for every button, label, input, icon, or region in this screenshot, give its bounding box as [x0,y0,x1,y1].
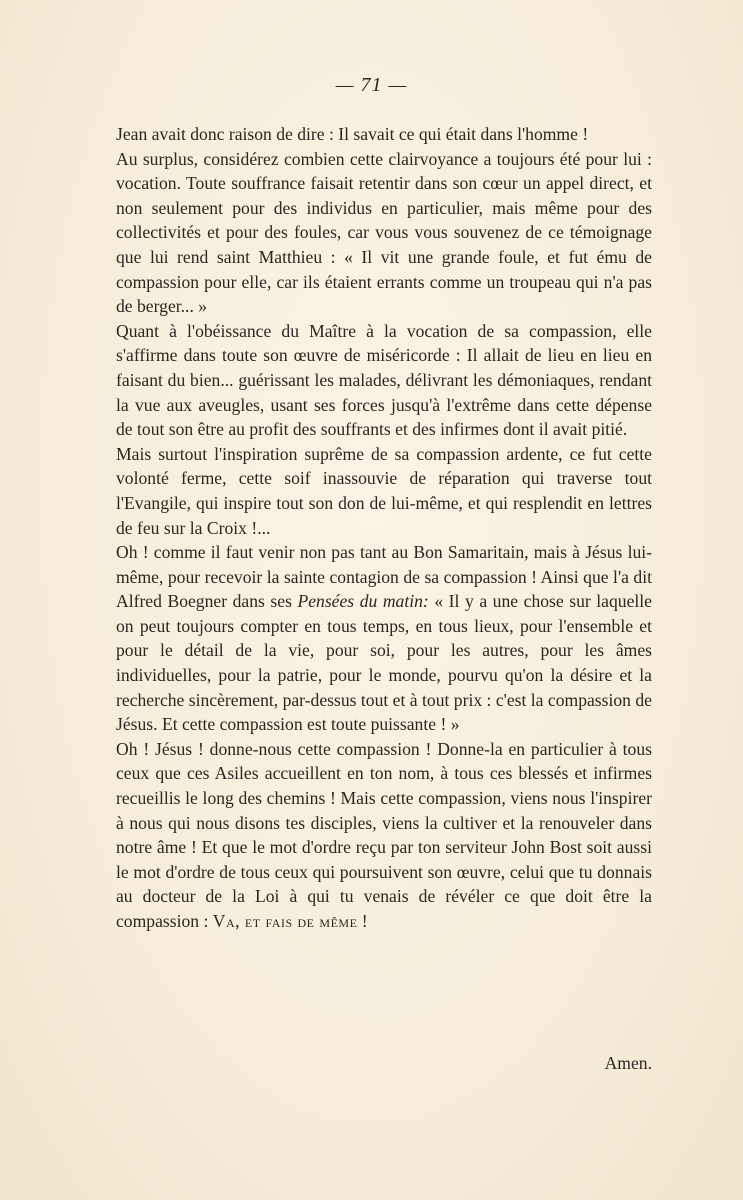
paragraph-6 [116,737,652,934]
paragraph-5-text-after: « Il y a une chose sur laquelle on peut toujours compter en tous temps, en tous lieux, pour l'ensemble et pour le détail de la vie, pour soi, pour les autres, pour les âmes individuelles, pour la patrie, pour le monde, pourvu qu'on la désire et la recherche sincèrement, par-dessus tout et à tout prix : c'est la compassion de Jésus. Et cette compassion est toute puissante ! » [116,591,652,735]
paragraph-6-text-before: Oh ! Jésus ! donne-nous cette compassion ! Donne-la en particulier à tous ceux que ces Asiles accueillent en ton nom, à tous ces blessés et infirmes recueillis le long des chemins ! Mais cette compassion, viens nous l'inspirer à nous qui nous disons tes disciples, viens la cultiver et la renouveler dans notre âme ! Et que le mot d'ordre reçu par ton serviteur John Bost soit aussi le mot d'ordre de tous ceux qui poursuivent son œuvre, celui que tu donnais au docteur de la Loi à qui tu venais de révéler ce que doit être la compassion : [116,738,652,931]
closing-amen: Amen. [604,1053,652,1073]
book-title-italic: Pensées du matin: [297,591,429,612]
paragraph-3 [116,319,652,442]
paragraph-2 [116,147,652,319]
paragraph-4 [116,442,652,540]
paragraph-1-text: Jean avait donc raison de dire : Il savait ce qui était dans l'homme ! [116,124,589,144]
motto-small-caps: Va, et fais de même [212,911,358,931]
body-text [116,122,652,934]
paragraph-6-text-after: ! [357,911,368,931]
page-number: — 71 — [335,74,408,96]
paragraph-5-text-before: Oh ! comme il faut venir non pas tant au Bon Samaritain, mais à Jésus lui-même, pour recevoir la sainte contagion de sa compassion ! Ainsi que l'a dit Alfred Boegner dans ses [116,542,652,612]
paragraph-1 [116,122,652,147]
paragraph-4-text: Mais surtout l'inspiration suprême de sa compassion ardente, ce fut cette volonté ferme, cette soif inassouvie de réparation qui traverse tout l'Evangile, qui inspire tout son don de lui-même, et qui resplendit en lettres de feu sur la Croix !... [116,443,652,538]
paragraph-2-text: Au surplus, considérez combien cette clairvoyance a toujours été pour lui : vocation. Toute souffrance faisait retentir dans son cœur un appel direct, et non seulement pour des individus en particulier, mais même pour des collectivités et pour des foules, car vous vous souvenez de ce témoignage que lui rend saint Matthieu : « Il vit une grande foule, et fut ému de compassion pour elle, car ils étaient errants comme un troupeau qui n'a pas de berger... » [116,148,652,317]
paragraph-3-text: Quant à l'obéissance du Maître à la vocation de sa compassion, elle s'affirme dans toute son œuvre de miséricorde : Il allait de lieu en lieu en faisant du bien... guérissant les malades, délivrant les démoniaques, rendant la vue aux aveugles, usant ses forces jusqu'à l'extrême dans cette dépense de tout son être au profit des souffrants et des infirmes dont il avait pitié. [116,320,652,440]
paragraph-5 [116,540,652,737]
